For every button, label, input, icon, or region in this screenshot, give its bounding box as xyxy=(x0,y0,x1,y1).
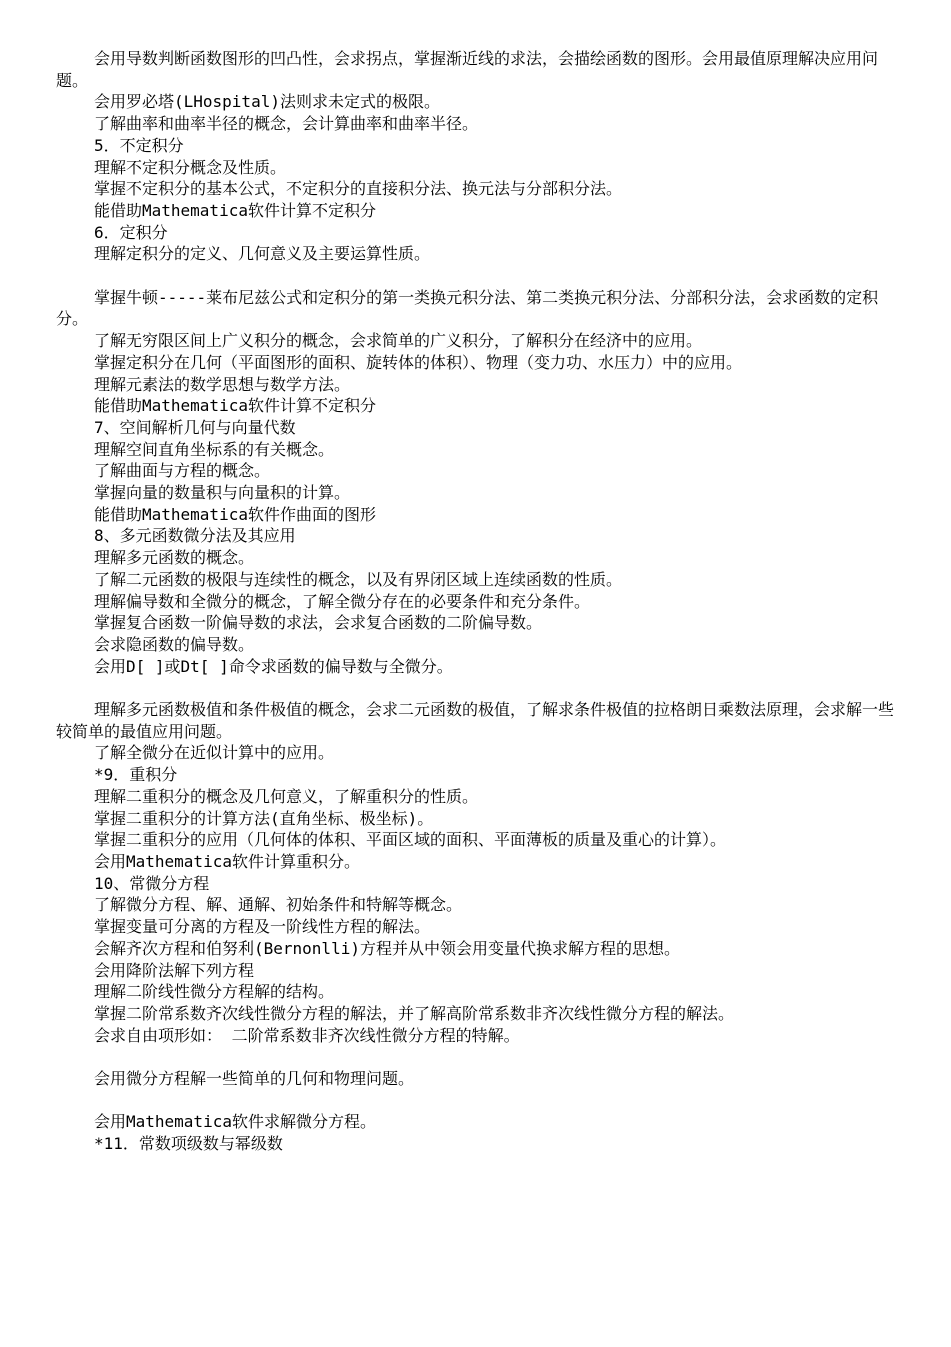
section-heading-multiple-integral: *9．重积分 xyxy=(94,765,178,785)
section-heading-analytic-geometry: 7、空间解析几何与向量代数 xyxy=(94,417,296,437)
line-coordinate-system: 理解空间直角坐标系的有关概念。 xyxy=(94,439,335,459)
line-d-command: 会用D[ ]或Dt[ ]命令求函数的偏导数与全微分。 xyxy=(94,656,453,676)
line-implicit-function: 会求隐函数的偏导数。 xyxy=(94,634,255,654)
paragraph-extremum: 理解多元函数极值和条件极值的概念，会求二元函数的极值，了解求条件极值的拉格朗日乘数法原理，会求解一些较简单的最值应用问题。 xyxy=(56,700,895,741)
line-mathematica-ode: 会用Mathematica软件求解微分方程。 xyxy=(94,1112,376,1132)
section-heading-multivariable: 8、多元函数微分法及其应用 xyxy=(94,526,296,546)
line-multivariable-concept: 理解多元函数的概念。 xyxy=(94,548,255,568)
line-surface-equation: 了解曲面与方程的概念。 xyxy=(94,461,271,481)
line-approximation: 了解全微分在近似计算中的应用。 xyxy=(94,743,335,763)
line-definite-applications: 掌握定积分在几何（平面图形的面积、旋转体的体积）、物理（变力功、水压力）中的应用。 xyxy=(94,352,743,372)
line-mathematica-surface: 能借助Mathematica软件作曲面的图形 xyxy=(94,504,376,524)
section-heading-definite-integral: 6．定积分 xyxy=(94,222,168,242)
line-limit-continuity: 了解二元函数的极限与连续性的概念，以及有界闭区域上连续函数的性质。 xyxy=(94,569,623,589)
line-homogeneous-bernoulli: 会解齐次方程和伯努利(Bernonlli)方程并从中领会用变量代换求解方程的思想。 xyxy=(94,938,680,958)
line-separable-linear: 掌握变量可分离的方程及一阶线性方程的解法。 xyxy=(94,917,431,937)
line-improper-integral: 了解无穷限区间上广义积分的概念，会求简单的广义积分，了解积分在经济中的应用。 xyxy=(94,331,703,351)
document-body xyxy=(56,48,894,1155)
line-double-integral-method: 掌握二重积分的计算方法(直角坐标、极坐标)。 xyxy=(94,808,434,828)
line-ode-concepts: 了解微分方程、解、通解、初始条件和特解等概念。 xyxy=(94,895,463,915)
line-particular-solution: 会求自由项形如： 二阶常系数非齐次线性微分方程的特解。 xyxy=(94,1025,520,1045)
section-heading-series: *11．常数项级数与幂级数 xyxy=(94,1134,283,1154)
line-second-order-structure: 理解二阶线性微分方程解的结构。 xyxy=(94,982,335,1002)
blank-line xyxy=(56,265,894,287)
line-partial-derivative: 理解偏导数和全微分的概念，了解全微分存在的必要条件和充分条件。 xyxy=(94,591,591,611)
line-order-reduction: 会用降阶法解下列方程 xyxy=(94,960,255,980)
paragraph-convexity: 会用导数判断函数图形的凹凸性，会求拐点，掌握渐近线的求法，会描绘函数的图形。会用最值原理解决应用问题。 xyxy=(56,49,879,90)
line-indefinite-methods: 掌握不定积分的基本公式，不定积分的直接积分法、换元法与分部积分法。 xyxy=(94,179,623,199)
line-element-method: 理解元素法的数学思想与数学方法。 xyxy=(94,374,351,394)
line-indefinite-concept: 理解不定积分概念及性质。 xyxy=(94,157,287,177)
line-mathematica-double-integral: 会用Mathematica软件计算重积分。 xyxy=(94,851,360,871)
line-double-integral-concept: 理解二重积分的概念及几何意义，了解重积分的性质。 xyxy=(94,786,479,806)
line-constant-coefficient: 掌握二阶常系数齐次线性微分方程的解法，并了解高阶常系数非齐次线性微分方程的解法。 xyxy=(94,1003,735,1023)
line-ode-applications: 会用微分方程解一些简单的几何和物理问题。 xyxy=(94,1069,415,1088)
line-mathematica-indefinite: 能借助Mathematica软件计算不定积分 xyxy=(94,200,376,220)
line-definite-definition: 理解定积分的定义、几何意义及主要运算性质。 xyxy=(94,244,431,264)
line-double-integral-application: 掌握二重积分的应用（几何体的体积、平面区域的面积、平面薄板的质量及重心的计算）。 xyxy=(94,830,727,850)
section-heading-indefinite-integral: 5．不定积分 xyxy=(94,135,184,155)
line-mathematica-definite: 能借助Mathematica软件计算不定积分 xyxy=(94,396,376,416)
blank-line xyxy=(56,1090,894,1112)
section-heading-ode: 10、常微分方程 xyxy=(94,873,210,893)
blank-line xyxy=(56,677,894,699)
line-composite-function: 掌握复合函数一阶偏导数的求法，会求复合函数的二阶偏导数。 xyxy=(94,613,543,633)
paragraph-newton-leibniz: 掌握牛顿-----莱布尼兹公式和定积分的第一类换元积分法、第二类换元积分法、分部积分法，会求函数的定积分。 xyxy=(56,287,879,329)
blank-line xyxy=(56,1046,894,1068)
line-curvature: 了解曲率和曲率半径的概念，会计算曲率和曲率半径。 xyxy=(94,114,479,134)
line-lhospital: 会用罗必塔(LHospital)法则求未定式的极限。 xyxy=(94,92,440,112)
line-vector-products: 掌握向量的数量积与向量积的计算。 xyxy=(94,483,351,503)
